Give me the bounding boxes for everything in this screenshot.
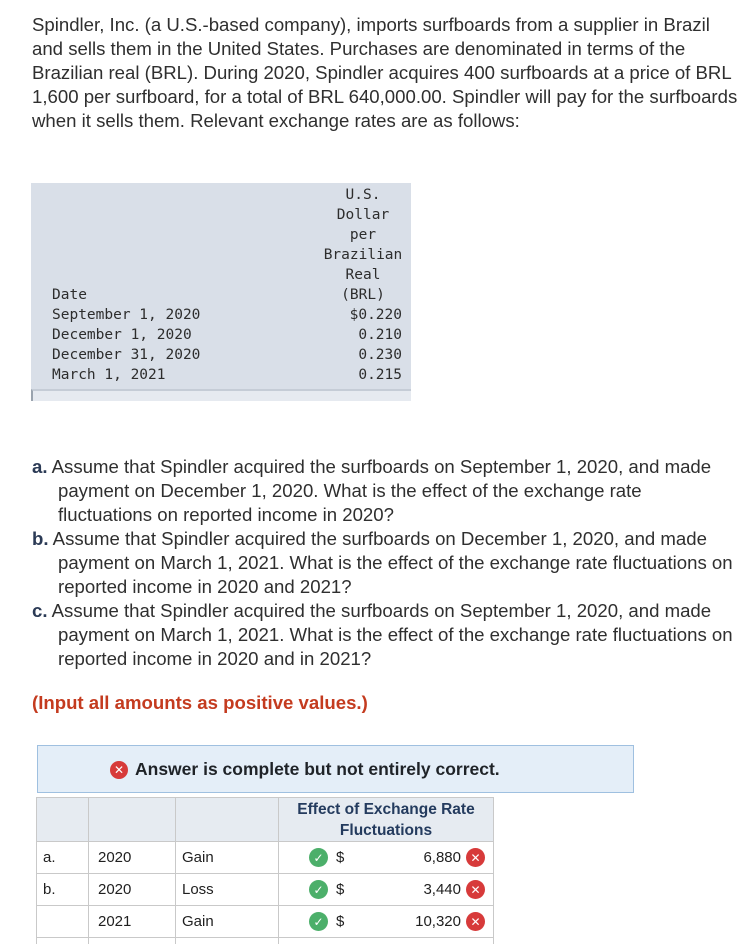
amount-cell: [279, 842, 494, 874]
rate-date: December 1, 2020: [52, 327, 192, 343]
blank-cell: [37, 938, 89, 944]
header-blank-cell: [176, 798, 279, 842]
rate-row: [52, 345, 402, 365]
cut-off-row: [37, 938, 494, 944]
answer-row: [37, 906, 494, 938]
x-circle-icon: ✕: [466, 848, 485, 867]
check-icon: ✓: [309, 912, 328, 931]
question-letter: a.: [32, 456, 48, 477]
answer-table: [36, 797, 494, 944]
header-line: Real: [345, 267, 381, 283]
question-text: Assume that Spindler acquired the surfboards on December 1, 2020, and made payment on March 1, 2021. What is the effect of the exchange rate fluctuations on reported income in 2020 and 2021?: [52, 528, 733, 597]
part-label: a.: [37, 842, 89, 874]
date-column-header: Date: [52, 287, 87, 303]
answer-row: [37, 842, 494, 874]
banner-content: [110, 759, 500, 780]
answer-status-banner: [37, 745, 634, 793]
header-blank-cell: [37, 798, 89, 842]
part-label: b.: [37, 874, 89, 906]
amount-input[interactable]: 10,320: [415, 913, 461, 930]
question-list: [32, 455, 740, 671]
rate-row: [52, 325, 402, 345]
rate-value: 0.210: [358, 327, 402, 343]
question-text: Assume that Spindler acquired the surfboards on September 1, 2020, and made payment on December 1, 2020. What is the effect of the exchange rate fluctuations on reported income in 2020?: [51, 456, 712, 525]
x-circle-icon: ✕: [110, 761, 128, 779]
problem-intro: Spindler, Inc. (a U.S.-based company), imports surfboards from a supplier in Brazil and sells them in the United States. Purchases are denominated in terms of the Brazilian real (BRL). During 2020, Spindler acquires 400 surfboards at a price of BRL 1,600 per surfboard, for a total of BRL 640,000.00. Spindler will pay for the surfboards when it sells them. Relevant exchange rates are as follows:: [32, 14, 738, 131]
x-circle-icon: ✕: [466, 912, 485, 931]
rate-row: [52, 305, 402, 325]
effect-header: Effect of Exchange Rate Fluctuations: [279, 798, 494, 842]
question-letter: b.: [32, 528, 49, 549]
currency-symbol: $: [336, 849, 345, 866]
question-c: [32, 599, 740, 671]
gain-loss-select[interactable]: Gain: [176, 842, 279, 874]
answer-table-header: [37, 798, 494, 842]
check-icon: ✓: [309, 880, 328, 899]
amount-cell: [279, 874, 494, 906]
gain-loss-select[interactable]: Gain: [176, 906, 279, 938]
rate-value: 0.230: [358, 347, 402, 363]
rate-row: [52, 365, 402, 385]
amount-input[interactable]: 6,880: [423, 849, 461, 866]
blank-cell: [279, 938, 494, 944]
exchange-rate-table: [31, 183, 411, 401]
amount-wrap: [279, 842, 493, 873]
answer-row: [37, 874, 494, 906]
amount-cell: [279, 906, 494, 938]
input-instruction: (Input all amounts as positive values.): [32, 692, 368, 713]
currency-symbol: $: [336, 881, 345, 898]
amount-input[interactable]: 3,440: [423, 881, 461, 898]
rate-date: December 31, 2020: [52, 347, 201, 363]
rate-rows: [52, 305, 402, 385]
year-field[interactable]: 2020: [89, 874, 176, 906]
check-icon: ✓: [309, 848, 328, 867]
rate-date: March 1, 2021: [52, 367, 166, 383]
question-b: [32, 527, 740, 599]
banner-text: Answer is complete but not entirely correct.: [135, 759, 500, 779]
header-line: Brazilian: [323, 247, 403, 263]
header-line: per: [349, 227, 377, 243]
amount-wrap: [279, 874, 493, 905]
year-field[interactable]: 2020: [89, 842, 176, 874]
question-letter: c.: [32, 600, 48, 621]
header-line: U.S.: [345, 187, 381, 203]
rate-date: September 1, 2020: [52, 307, 201, 323]
currency-symbol: $: [336, 913, 345, 930]
rate-value: 0.215: [358, 367, 402, 383]
year-field[interactable]: 2021: [89, 906, 176, 938]
blank-cell: [89, 938, 176, 944]
blank-cell: [176, 938, 279, 944]
x-circle-icon: ✕: [466, 880, 485, 899]
gain-loss-select[interactable]: Loss: [176, 874, 279, 906]
header-line: Dollar: [336, 207, 390, 223]
header-blank-cell: [89, 798, 176, 842]
rate-column-header: [323, 185, 403, 305]
question-a: [32, 455, 740, 527]
table-scrollbar[interactable]: [31, 389, 411, 401]
header-line: (BRL): [341, 287, 385, 303]
question-text: Assume that Spindler acquired the surfboards on September 1, 2020, and made payment on March 1, 2021. What is the effect of the exchange rate fluctuations on reported income in 2020 and in 2021?: [51, 600, 733, 669]
rate-value: $0.220: [349, 307, 402, 323]
part-label: [37, 906, 89, 938]
amount-wrap: [279, 906, 493, 937]
